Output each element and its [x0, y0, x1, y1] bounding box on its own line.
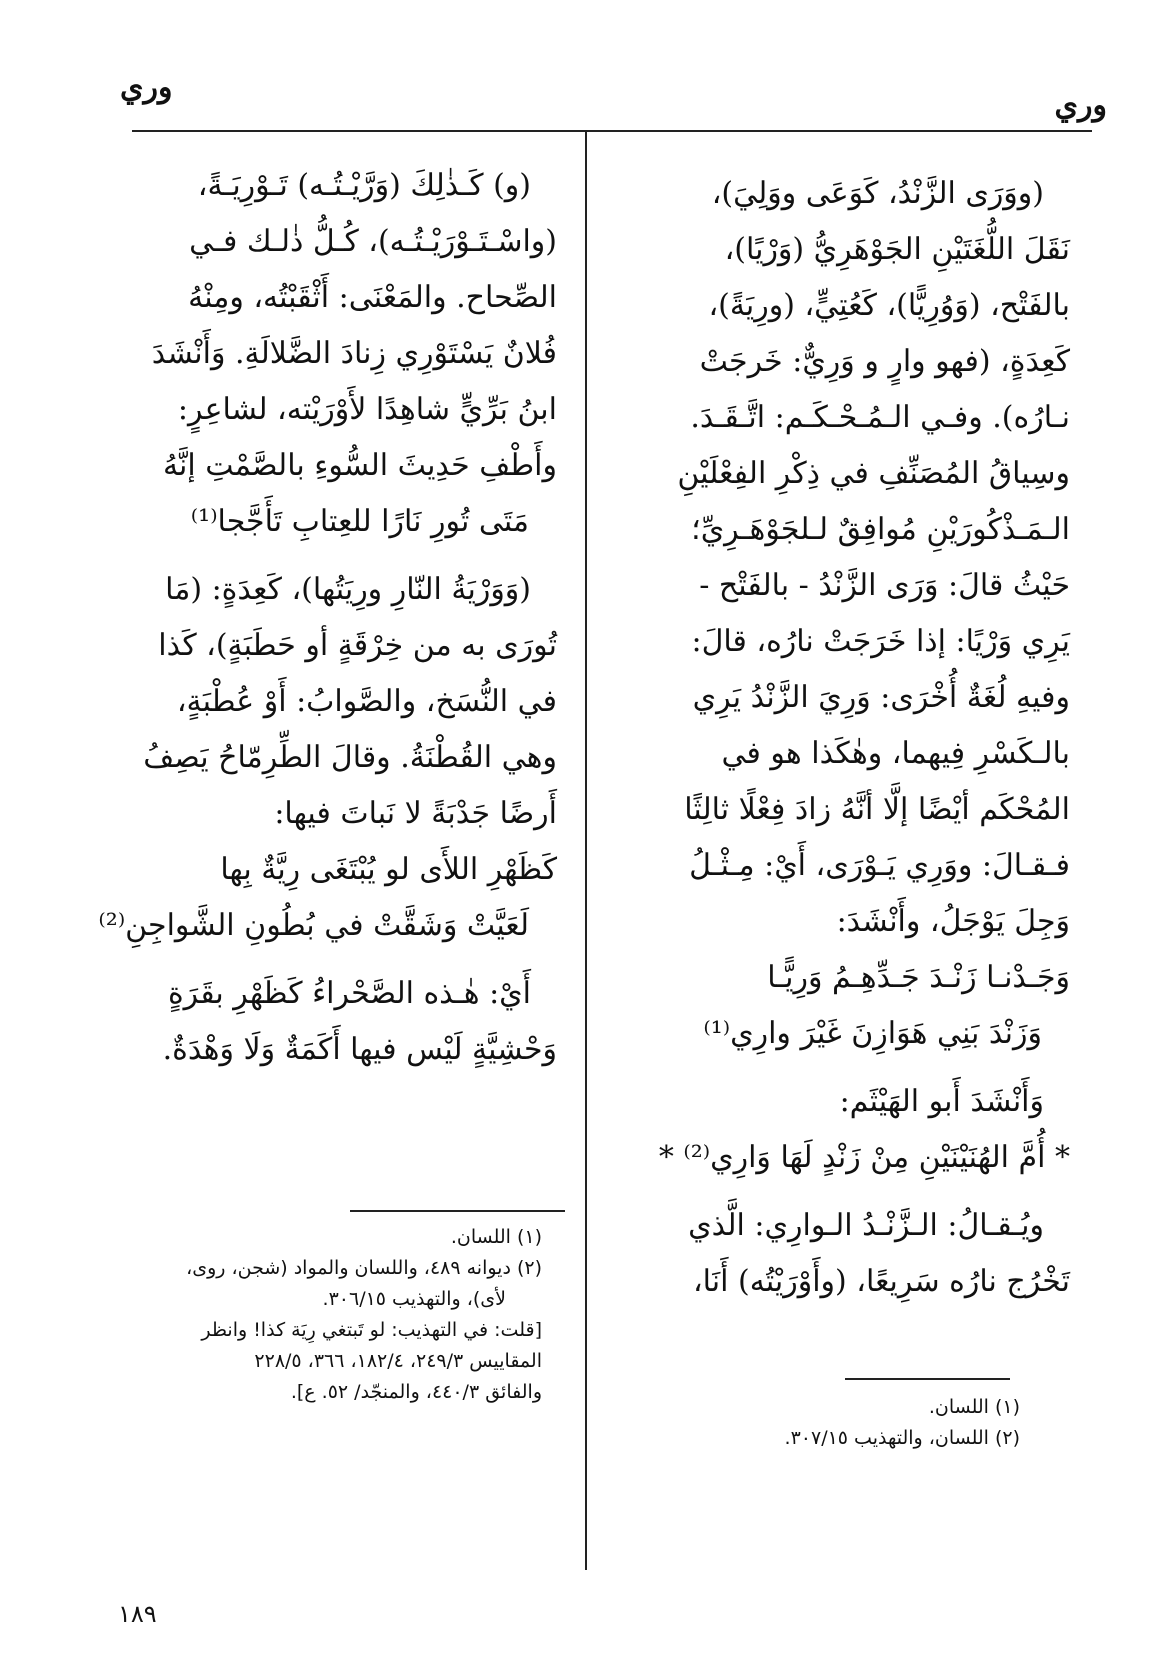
- footnote: [132, 1222, 542, 1253]
- verse-line: وَجَـدْنـا زَنْـدَ جَـدِّهِـمُ وَرِيًّـا: [767, 960, 1070, 995]
- text-line: بالـكَسْرِ فِيهما، وهٰكَذا هو في: [721, 736, 1070, 771]
- footnote-text: ديوانه ٤٨٩، واللسان والمواد (شجن، روى،: [186, 1257, 511, 1279]
- footnote-text: لأى)، والتهذيب ٣٠٦/١٥.: [322, 1288, 506, 1310]
- footnote-number: (٢): [516, 1257, 542, 1279]
- footnote-number: (١): [516, 1226, 542, 1248]
- footnote-rule: [845, 1378, 1010, 1380]
- text-line: ابنُ بَرِّيٍّ شاهِدًا لأَوْرَيْته، لشاعِرٍ:: [177, 392, 557, 427]
- footnotes-right: [660, 1392, 1020, 1454]
- footnote-text: والفائق ٤٤٠/٣، والمنجّد/ ٥٢. ع].: [290, 1381, 542, 1403]
- text-line: وسِياقُ المُصَنِّفِ في ذِكْرِ الفِعْلَيْنِ: [677, 456, 1070, 491]
- text-line: بالفَتْح، (وَوُرِيًّا)، كَعُتِيٍّ، (ورِيَةً)،: [708, 288, 1070, 323]
- footnote-number: (١): [994, 1396, 1020, 1418]
- footnote-text: [قلت: في التهذيب: لو تَبتغي رِيَة كذا! وانظر: [201, 1319, 542, 1341]
- footnote-note: [132, 1377, 542, 1408]
- right-column: [630, 166, 1070, 1310]
- running-head-left: وري: [120, 70, 173, 105]
- footnote: [132, 1253, 542, 1284]
- text-line: يَرِي وَرْيًا: إذا خَرَجَتْ نارُه، قالَ:: [691, 624, 1070, 659]
- verse-line: مَتَى تُورِ نَارًا للعِتابِ تَأَجَّجا⁽¹⁾: [190, 504, 529, 539]
- footnote: [660, 1423, 1020, 1454]
- text-line: المُحْكَم أيْضًا إلَّا أنَّهُ زادَ فِعْلًا ثالِثًا: [684, 792, 1070, 827]
- footnote-text: اللسان.: [928, 1396, 989, 1418]
- text-line: (و) كَـذٰلِكَ (وَرَّيْـتُـه) تَـوْرِيَـةً،: [197, 168, 531, 203]
- footnotes-left: [132, 1222, 542, 1408]
- footnote-note: [132, 1346, 542, 1377]
- text-line: حَيْثُ قالَ: وَرَى الزَّنْدُ - بالفَتْح -: [699, 568, 1070, 603]
- verse-line: وَزَنْدَ بَنِي هَوَازِنَ غَيْرَ وارِي⁽¹⁾: [703, 1016, 1042, 1051]
- verse-hemistich: * أُمَّ الهُنَيْنَيْنِ مِنْ زَنْدٍ لَهَا وَارِي⁽²⁾ *: [658, 1140, 1070, 1175]
- text-line: تَخْرُج نارُه سَرِيعًا، (وأَوْرَيْتُه) أَنَا،: [692, 1264, 1070, 1299]
- column-divider: [585, 130, 587, 1570]
- footnote-text: المقاييس ٢٤٩/٣، ١٨٢/٤، ٣٦٦، ٢٢٨/٥: [254, 1350, 542, 1372]
- footnote-text: اللسان.: [450, 1226, 511, 1248]
- footnote-rule: [350, 1210, 565, 1212]
- text-line: الصِّحاح. والمَعْنَى: أَثْقَبْتُه، ومِنْهُ: [188, 280, 557, 315]
- header-rule: [132, 130, 1092, 132]
- text-line: نَقَلَ اللُّغَتَيْنِ الجَوْهَرِيُّ (وَرْيًا)،: [724, 232, 1070, 267]
- text-line: فُلانٌ يَسْتَوْرِي زِنادَ الضَّلالَةِ. وَأَنْشَدَ: [151, 336, 557, 371]
- text-line: ويُـقـالُ: الـزَّنْـدُ الـوارِي: الَّذي: [688, 1208, 1044, 1243]
- footnote-text: اللسان، والتهذيب ٣٠٧/١٥.: [784, 1427, 989, 1449]
- verse-line: وأَطْفِ حَدِيثَ السُّوءِ بالصَّمْتِ إنَّهُ: [162, 448, 557, 483]
- text-line: وَحْشِيَّةٍ لَيْس فيها أَكَمَةٌ وَلَا وَهْدَةٌ.: [162, 1032, 557, 1067]
- verse-line: كَظَهْرِ اللأَى لو يُبْتَغَى رِيَّةٌ بِها: [220, 852, 557, 887]
- running-head-right: وري: [1054, 88, 1107, 123]
- text-line: (ووَرَى الزَّنْدُ، كَوَعَى ووَلِيَ)،: [711, 176, 1044, 211]
- text-line: أَيْ: هٰـذه الصَّحْراءُ كَظَهْرِ بقَرَةٍ: [167, 976, 531, 1011]
- text-line: في النُّسَخ، والصَّوابُ: أَوْ عُطْبَةٍ،: [176, 684, 557, 719]
- text-line: وهي القُطْنَةُ. وقالَ الطِّرِمّاحُ يَصِفُ: [143, 740, 557, 775]
- text-line: أَرضًا جَدْبَةً لا نَباتَ فيها:: [274, 796, 557, 831]
- text-line: وَجِلَ يَوْجَلُ، وأَنْشَدَ:: [836, 904, 1070, 939]
- page-number: ١٨٩: [118, 1600, 157, 1628]
- text-line: وفيهِ لُغَةٌ أُخْرَى: وَرِيَ الزَّنْدُ يَرِي: [692, 680, 1070, 715]
- left-column: [98, 158, 557, 1078]
- footnote-number: (٢): [994, 1427, 1020, 1449]
- footnote-note: [132, 1315, 542, 1346]
- verse-line: لَعَيَّتْ وَشَقَّتْ في بُطُونِ الشَّواجِنِ⁽²⁾: [98, 908, 529, 943]
- text-line: وَأَنْشَدَ أَبو الهَيْثَم:: [839, 1084, 1044, 1119]
- footnote: [660, 1392, 1020, 1423]
- text-line: نـارُه). وفـي الـمُـحْـكَـم: اتَّـقَـدَ.: [690, 400, 1070, 435]
- footnote-continuation: [132, 1284, 542, 1315]
- text-line: الـمَـذْكُورَيْنِ مُوافِقٌ لـلجَوْهَـرِيِّ؛: [691, 512, 1070, 547]
- text-line: فـقـالَ: ووَرِي يَـوْرَى، أَيْ: مِـثْـلُ: [689, 848, 1070, 883]
- text-line: (وَوَرْيَةُ النّارِ ورِيَتُها)، كَعِدَةٍ: (مَا: [165, 572, 531, 607]
- text-line: تُورَى به من خِرْقَةٍ أو حَطَبَةٍ)، كَذا: [158, 628, 557, 663]
- text-line: كَعِدَةٍ، (فهو وارٍ و وَرِيٌّ: خَرجَتْ: [699, 344, 1070, 379]
- text-line: (واسْـتَـوْرَيْـتُـه)، كُـلُّ ذٰلـك فـي: [189, 224, 557, 259]
